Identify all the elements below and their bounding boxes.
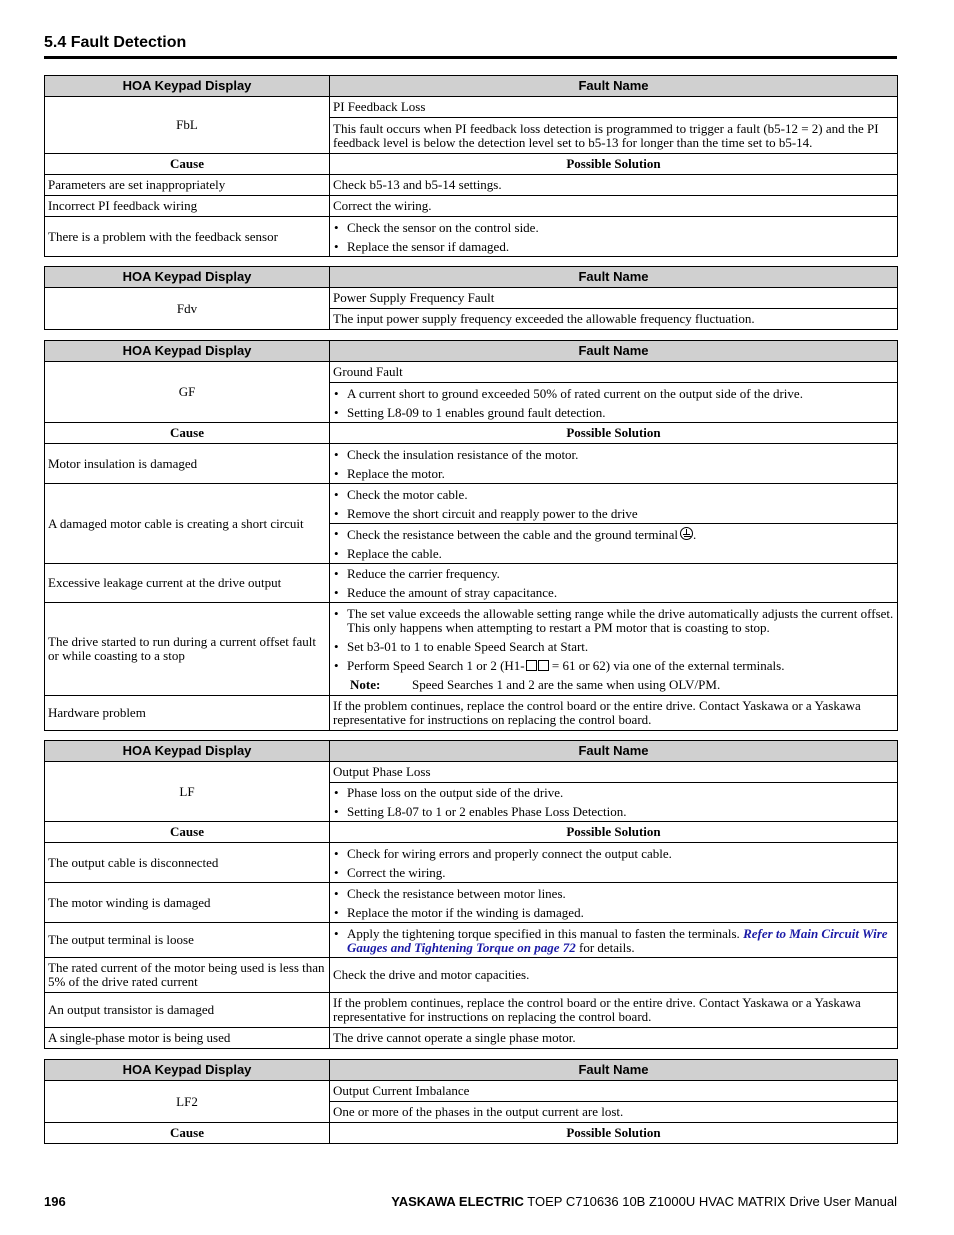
solution-cell: Check b5-13 and b5-14 settings. (330, 175, 898, 196)
solution-cell (330, 843, 898, 883)
note-label: Note: (350, 677, 381, 692)
brand-name: YASKAWA ELECTRIC (391, 1194, 524, 1209)
description-bullet: • Setting L8-09 to 1 enables ground fault detection. (330, 403, 897, 422)
fault-name-header: Fault Name (330, 267, 898, 288)
fault-description: The input power supply frequency exceeded the allowable frequency fluctuation. (330, 309, 898, 330)
solution-bullet: • Set b3-01 to 1 to enable Speed Search at Start. (330, 637, 897, 656)
hoa-header: HOA Keypad Display (45, 267, 330, 288)
manual-reference-link[interactable]: Refer to Main Circuit Wire Gauges and Tightening Torque on page 72 (347, 925, 888, 955)
solution-cell (330, 564, 898, 603)
solution-bullet: • The set value exceeds the allowable setting range while the drive automatically adjusts the current offset. This only happens when attempting to restart a PM motor that is coasting to stop. (330, 604, 897, 637)
cause-cell: A single-phase motor is being used (45, 1028, 330, 1049)
fault-name: Output Current Imbalance (330, 1081, 898, 1102)
cause-cell: The output cable is disconnected (45, 843, 330, 883)
hoa-header: HOA Keypad Display (45, 76, 330, 97)
fault-code: FbL (45, 97, 330, 154)
fault-description: This fault occurs when PI feedback loss detection is programmed to trigger a fault (b5-12 = 2) and the PI feedback level is below the detection level set to b5-13 for longer than the time set to b5-14. (330, 118, 898, 154)
fault-description (330, 383, 898, 423)
document-id (391, 1194, 897, 1209)
solution-cell (330, 923, 898, 958)
placeholder-box-icon (538, 660, 549, 671)
cause-cell: The motor winding is damaged (45, 883, 330, 923)
solution-cell: Check the drive and motor capacities. (330, 958, 898, 993)
solution-cell: If the problem continues, replace the control board or the entire drive. Contact Yaskawa or a Yaskawa representative for instructions on replacing the control board. (330, 993, 898, 1028)
solution-bullet: • Check the resistance between the cable and the ground terminal . (330, 523, 897, 544)
solution-bullet: • Check the resistance between motor lines. (330, 884, 897, 903)
solution-bullet: • Check the motor cable. (330, 485, 897, 504)
note (330, 675, 897, 694)
fault-table-fdv (44, 266, 898, 330)
solution-bullet: • Reduce the carrier frequency. (330, 564, 897, 583)
description-bullet: • Phase loss on the output side of the drive. (330, 783, 897, 802)
cause-cell: Hardware problem (45, 696, 330, 731)
page-header (44, 34, 897, 59)
cause-header: Cause (45, 822, 330, 843)
section-title: 5.4 Fault Detection (44, 34, 187, 51)
fault-name: Output Phase Loss (330, 762, 898, 783)
fault-name: PI Feedback Loss (330, 97, 898, 118)
solution-bullet: • Replace the motor. (330, 464, 897, 483)
fault-code: LF (45, 762, 330, 822)
fault-name-header: Fault Name (330, 76, 898, 97)
cause-cell: The drive started to run during a current offset fault or while coasting to a stop (45, 603, 330, 696)
solution-cell: The drive cannot operate a single phase motor. (330, 1028, 898, 1049)
cause-cell: The rated current of the motor being used is less than 5% of the drive rated current (45, 958, 330, 993)
solution-bullet: • Check the sensor on the control side. (330, 218, 897, 237)
fault-name-header: Fault Name (330, 1060, 898, 1081)
fault-code: GF (45, 362, 330, 423)
placeholder-box-icon (526, 660, 537, 671)
solution-cell: Correct the wiring. (330, 196, 898, 217)
solution-bullet: • Reduce the amount of stray capacitance. (330, 583, 897, 602)
fault-name-header: Fault Name (330, 341, 898, 362)
solution-bullet: • Correct the wiring. (330, 863, 897, 882)
note-text: Speed Searches 1 and 2 are the same when using OLV/PM. (412, 677, 721, 692)
page-number: 196 (44, 1194, 66, 1209)
fault-table-fbl (44, 75, 898, 257)
solution-cell: If the problem continues, replace the control board or the entire drive. Contact Yaskawa or a Yaskawa representative for instructions on replacing the control board. (330, 696, 898, 731)
solution-header: Possible Solution (330, 822, 898, 843)
cause-header: Cause (45, 423, 330, 444)
solution-cell (330, 603, 898, 696)
fault-table-lf (44, 740, 898, 1049)
cause-cell: Motor insulation is damaged (45, 444, 330, 484)
solution-cell (330, 444, 898, 484)
solution-header: Possible Solution (330, 154, 898, 175)
solution-bullet: • Replace the sensor if damaged. (330, 237, 897, 256)
solution-cell (330, 217, 898, 257)
solution-bullet: • Replace the motor if the winding is damaged. (330, 903, 897, 922)
solution-cell (330, 883, 898, 923)
solution-bullet: • Check for wiring errors and properly connect the output cable. (330, 844, 897, 863)
fault-table-gf (44, 340, 898, 731)
solution-bullet: • Replace the cable. (330, 544, 897, 563)
fault-table-lf2 (44, 1059, 898, 1144)
ground-terminal-icon (680, 527, 693, 540)
cause-cell: Excessive leakage current at the drive output (45, 564, 330, 603)
solution-header: Possible Solution (330, 1123, 898, 1144)
fault-description (330, 783, 898, 822)
solution-header: Possible Solution (330, 423, 898, 444)
cause-cell: A damaged motor cable is creating a short circuit (45, 484, 330, 564)
cause-cell: Incorrect PI feedback wiring (45, 196, 330, 217)
cause-cell: An output transistor is damaged (45, 993, 330, 1028)
description-bullet: • Setting L8-07 to 1 or 2 enables Phase Loss Detection. (330, 802, 897, 821)
fault-name: Power Supply Frequency Fault (330, 288, 898, 309)
page-footer (44, 1194, 897, 1210)
manual-title: TOEP C710636 10B Z1000U HVAC MATRIX Drive User Manual (523, 1194, 897, 1209)
fault-description: One or more of the phases in the output current are lost. (330, 1102, 898, 1123)
cause-header: Cause (45, 1123, 330, 1144)
fault-name: Ground Fault (330, 362, 898, 383)
solution-bullet: • Remove the short circuit and reapply power to the drive (330, 504, 897, 523)
cause-header: Cause (45, 154, 330, 175)
solution-bullet: • Check the insulation resistance of the motor. (330, 445, 897, 464)
hoa-header: HOA Keypad Display (45, 341, 330, 362)
hoa-header: HOA Keypad Display (45, 1060, 330, 1081)
solution-bullet: • Apply the tightening torque specified in this manual to fasten the terminals. Refer to Main Circuit Wire Gauges and Tightening Torque on page 72 for details. (330, 924, 897, 957)
cause-cell: There is a problem with the feedback sensor (45, 217, 330, 257)
description-bullet: • A current short to ground exceeded 50% of rated current on the output side of the drive. (330, 384, 897, 403)
fault-name-header: Fault Name (330, 741, 898, 762)
cause-cell: Parameters are set inappropriately (45, 175, 330, 196)
hoa-header: HOA Keypad Display (45, 741, 330, 762)
solution-bullet: • Perform Speed Search 1 or 2 (H1- = 61 or 62) via one of the external terminals. (330, 656, 897, 675)
solution-cell (330, 484, 898, 564)
fault-code: Fdv (45, 288, 330, 330)
cause-cell: The output terminal is loose (45, 923, 330, 958)
fault-code: LF2 (45, 1081, 330, 1123)
